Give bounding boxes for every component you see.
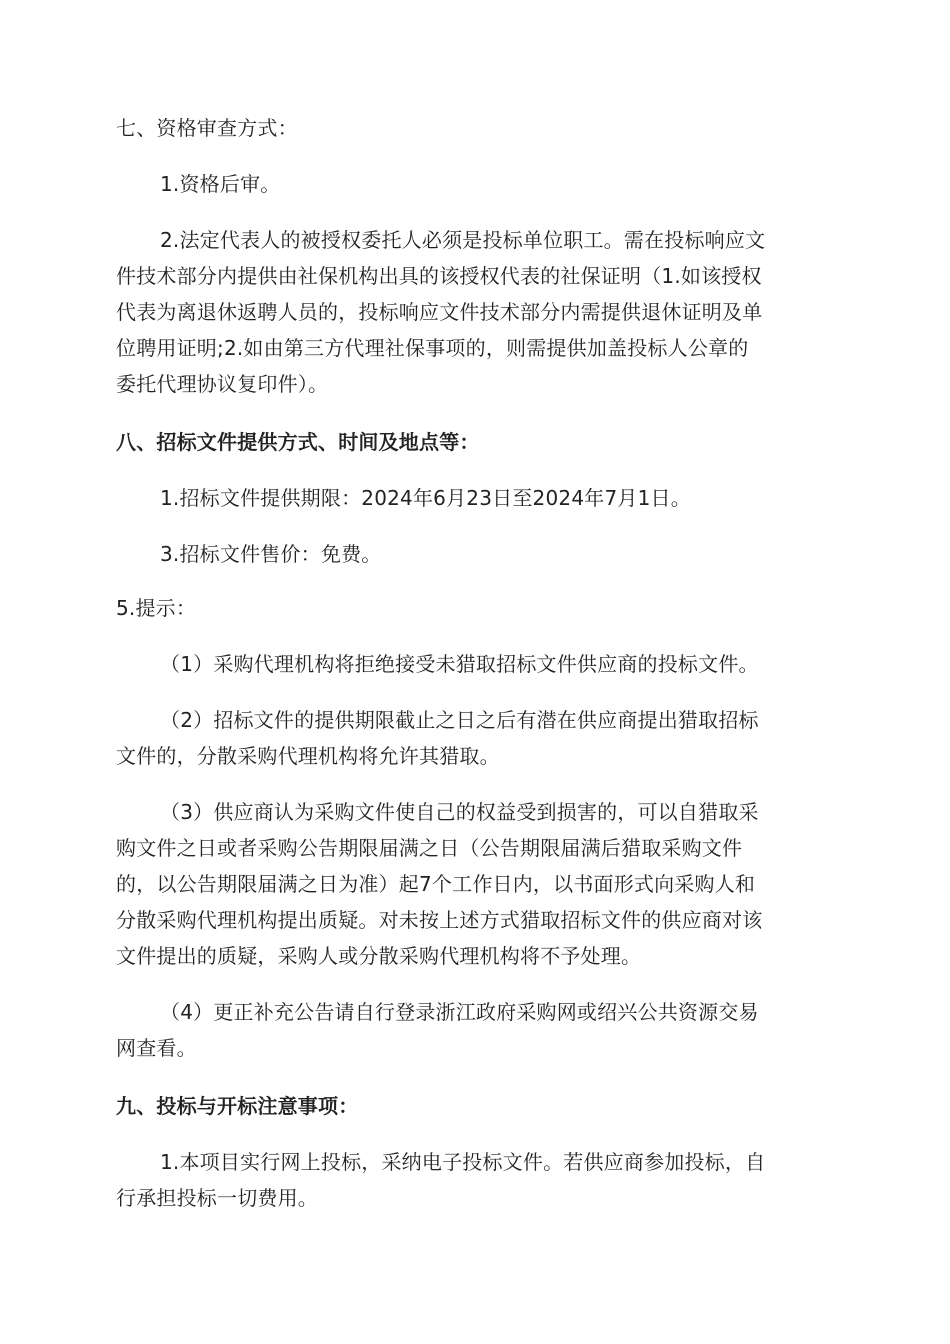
notice-3-line-1: （3）供应商认为采购文件使自己的权益受到损害的，可以自猎取采: [160, 800, 759, 824]
notice-3-line-3: 的，以公告期限届满之日为准）起7个工作日内，以书面形式向采购人和: [116, 872, 756, 896]
section-8-item-5-heading: 5.提示：: [116, 596, 197, 620]
section-7-item-2-line-5: 委托代理协议复印件）。: [116, 372, 329, 396]
notice-4-line-2: 网查看。: [116, 1036, 197, 1060]
notice-3-line-2: 购文件之日或者采购公告期限届满之日（公告期限届满后猎取采购文件: [116, 836, 743, 860]
section-7-item-2-line-4: 位聘用证明;2.如由第三方代理社保事项的，则需提供加盖投标人公章的: [116, 336, 749, 360]
section-8-item-1: 1.招标文件提供期限：2024年6月23日至2024年7月1日。: [160, 486, 691, 510]
section-9-item-1-line-2: 行承担投标一切费用。: [116, 1186, 318, 1210]
section-7-item-2-line-2: 件技术部分内提供由社保机构出具的该授权代表的社保证明（1.如该授权: [116, 264, 762, 288]
section-7-item-2-line-1: 2.法定代表人的被授权委托人必须是投标单位职工。需在投标响应文: [160, 228, 766, 252]
section-8-heading: 八、招标文件提供方式、时间及地点等：: [116, 430, 480, 454]
notice-3-line-5: 文件提出的质疑，采购人或分散采购代理机构将不予处理。: [116, 944, 642, 968]
section-9-heading: 九、投标与开标注意事项：: [116, 1094, 359, 1118]
notice-2-line-2: 文件的，分散采购代理机构将允许其猎取。: [116, 744, 500, 768]
section-7-item-2-line-3: 代表为离退休返聘人员的，投标响应文件技术部分内需提供退休证明及单: [116, 300, 763, 324]
notice-1: （1）采购代理机构将拒绝接受未猎取招标文件供应商的投标文件。: [160, 652, 759, 676]
notice-4-line-1: （4）更正补充公告请自行登录浙江政府采购网或绍兴公共资源交易: [160, 1000, 759, 1024]
section-9-item-1-line-1: 1.本项目实行网上投标，采纳电子投标文件。若供应商参加投标，自: [160, 1150, 766, 1174]
section-8-item-3: 3.招标文件售价：免费。: [160, 542, 382, 566]
notice-2-line-1: （2）招标文件的提供期限截止之日之后有潜在供应商提出猎取招标: [160, 708, 759, 732]
section-7-item-1: 1.资格后审。: [160, 172, 281, 196]
notice-3-line-4: 分散采购代理机构提出质疑。对未按上述方式猎取招标文件的供应商对该: [116, 908, 763, 932]
section-7-heading: 七、资格审查方式：: [116, 116, 298, 140]
